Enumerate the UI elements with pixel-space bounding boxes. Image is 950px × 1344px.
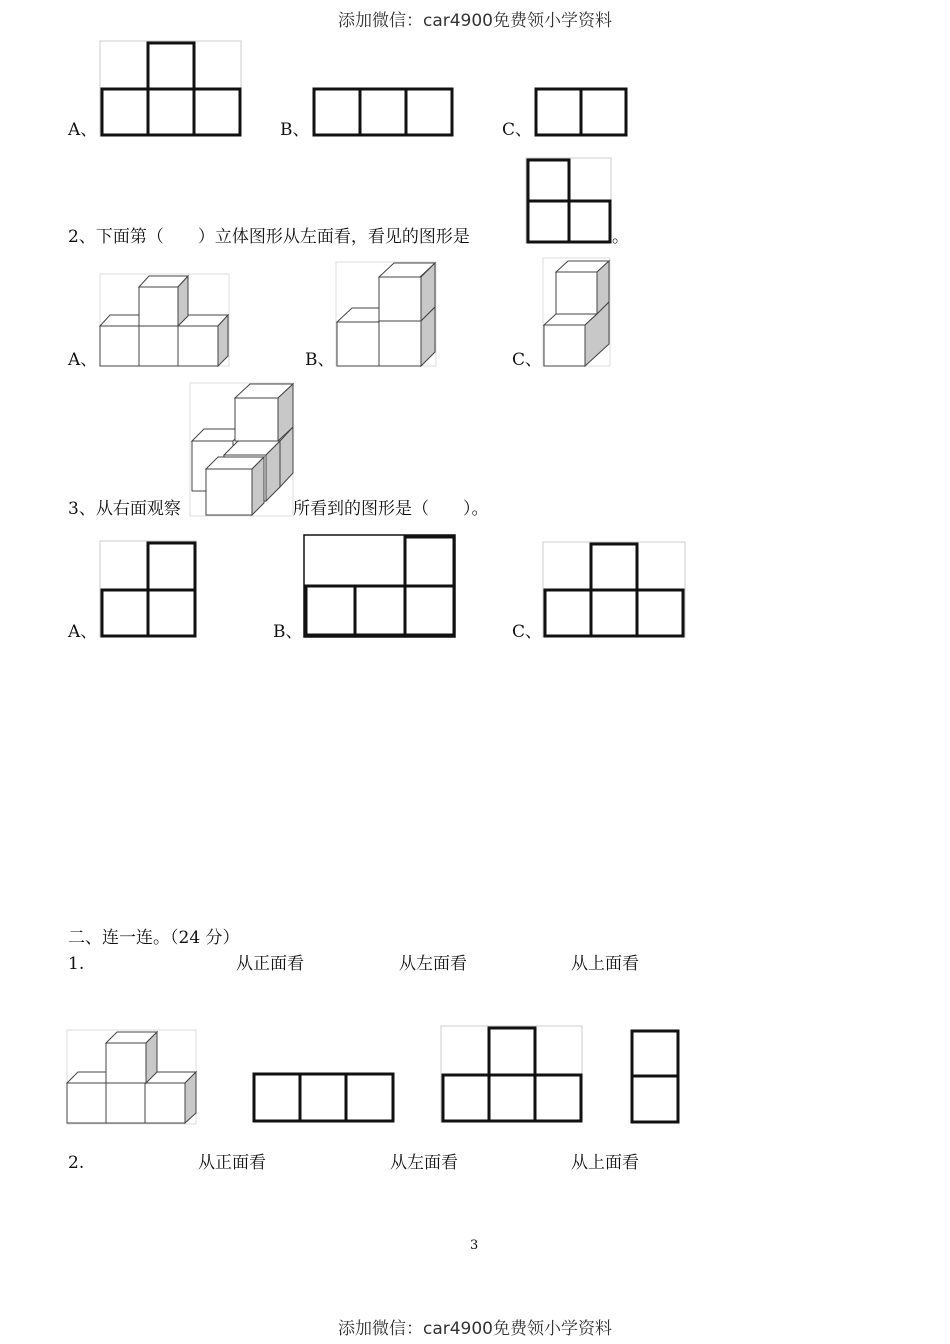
q2-option-b-figure xyxy=(336,262,437,367)
q2-question-end: 。 xyxy=(612,227,629,247)
item1-view-two-stacked xyxy=(630,1029,680,1124)
q2-option-a-figure xyxy=(100,274,230,367)
watermark-top: 添加微信：car4900免费领小学资料 xyxy=(337,11,613,31)
item1-view-t-shape xyxy=(441,1026,583,1123)
q3-option-c-figure xyxy=(543,542,686,638)
q2-reference-figure xyxy=(526,158,612,244)
watermark-bottom: 添加微信：car4900免费领小学资料 xyxy=(337,1319,613,1339)
q2-question-text: 2、下面第（ ）立体图形从左面看，看见的图形是 xyxy=(68,227,470,247)
item1-solid-figure xyxy=(67,1030,197,1125)
q1-option-b-figure xyxy=(312,87,454,137)
item1-front-view-label: 从正面看 xyxy=(236,954,304,974)
item1-number: 1. xyxy=(68,954,85,974)
q1-option-a-label: A、 xyxy=(68,120,98,140)
q1-option-b-label: B、 xyxy=(280,120,310,140)
q3-reference-figure xyxy=(190,383,294,517)
q3-option-b-figure xyxy=(304,535,456,638)
q2-option-b-label: B、 xyxy=(305,350,335,370)
item2-top-view-label: 从上面看 xyxy=(571,1153,639,1173)
page-number: 3 xyxy=(470,1238,479,1253)
q2-option-c-figure xyxy=(543,258,611,367)
q1-option-a-figure xyxy=(100,41,242,137)
q3-option-a-label: A、 xyxy=(68,622,98,642)
item2-number: 2. xyxy=(68,1153,85,1173)
item2-front-view-label: 从正面看 xyxy=(198,1153,266,1173)
item1-left-view-label: 从左面看 xyxy=(399,954,467,974)
item2-left-view-label: 从左面看 xyxy=(390,1153,458,1173)
q3-question-text: 3、从右面观察 xyxy=(68,499,181,519)
q3-option-b-label: B、 xyxy=(273,622,303,642)
q2-option-a-label: A、 xyxy=(68,350,98,370)
q2-option-c-label: C、 xyxy=(512,350,543,370)
q1-option-c-figure xyxy=(534,87,628,137)
section2-title: 二、连一连。（24 分） xyxy=(68,928,240,948)
item1-top-view-label: 从上面看 xyxy=(571,954,639,974)
item1-view-three-in-row xyxy=(252,1072,395,1124)
q3-question-end: 所看到的图形是（ ）。 xyxy=(293,499,489,519)
q1-option-c-label: C、 xyxy=(502,120,533,140)
q3-option-a-figure xyxy=(100,541,197,638)
q3-option-c-label: C、 xyxy=(512,622,543,642)
